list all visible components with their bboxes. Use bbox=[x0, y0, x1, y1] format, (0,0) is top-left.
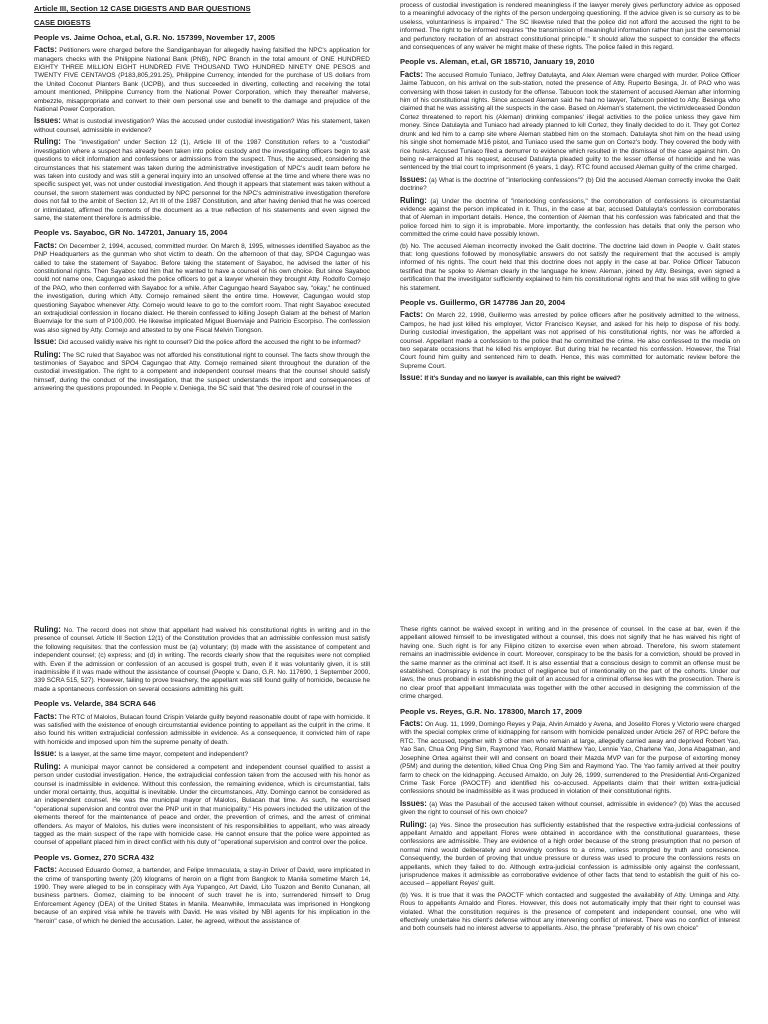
ruling-text: The SC ruled that Sayaboc was not afforded his constitutional right to counsel. The facts show through the testimonies of Sayaboc and SPO4 Cagungao that Atty. Cornejo remained silent throughout the duration of the custodial investigation. The right to a competent and independent counsel means that the counsel should satisfy himself, during the conduct of the investigation, that the suspect understands the import and consequences of answering the questions propounded. In People v. Deniega, the SC said that "the desired role of counsel in the bbox=[34, 351, 370, 393]
case-issue-sayaboc bbox=[34, 338, 370, 347]
issues-label: Issues: bbox=[34, 116, 61, 126]
issue-label: Issue: bbox=[34, 337, 57, 347]
ruling-label: Ruling: bbox=[400, 819, 427, 829]
case-issue-guillermo bbox=[400, 374, 740, 383]
case-ruling-guillermo bbox=[34, 626, 370, 694]
section-subtitle: CASE DIGESTS bbox=[34, 18, 91, 28]
issues-label: Issues: bbox=[400, 174, 427, 184]
facts-text: Petitioners were charged before the Sandiganbayan for allegedly having falsified the NPC's application for managers checks with the Philippine National Bank (PNB), NPC Branch in the total amount of ONE HUNDRED EIGHTY THREE MILLION EIGHT HUNDRED FIVE THOUSAND TWO HUNDRED NINETY ONE PESOS and TWENTY FIVE CENTAVOS (P183,805,291.25), Philippine Currency, intended for the purchase of US dollars from the United Coconut Planters Bank (UCPB), and thus succeeded in diverting, collecting and receiving the total amount mentioned, Philippine Currency from the National Power Corporation, which they thereafter malverse, embezzle, misappropriate and convert to their own personal use and benefit to the damage and prejudice of the National Power Corporation. bbox=[34, 47, 370, 114]
issue-text: Is a lawyer, at the same time mayor, competent and independent? bbox=[58, 751, 249, 759]
continued-text-gomez: These rights cannot be waived except in writing and in the presence of counsel. In the case at bar, even if the appellant allowed himself to be investigated without a counsel, this does not signify that he has waived his right of having one. Such right is for any Filipino citizen to exercise even when abroad. Therefore, his sworn statement remains an inadmissible evidence in court. Moreover, conspiracy to be the basis for a conviction, should be proved in the same manner as the criminal act itself. It is also essential that a conscious design to commit an offense must be established. Conspiracy is not the product of negligence but of intentionality on the part of the cohorts. Under our laws, the onus probandi in establishing the guilt of an accused for a criminal offense lies with the prosecution. There is no clear proof that appellant Immaculata was together with the other accused in designing the commission of the crime charged. bbox=[400, 626, 740, 701]
facts-text: Accused Eduardo Gomez, a bartender, and Felipe Immaculata, a stay-in Driver of David, were implicated in the crime of transporting twenty (20) kilograms of heroin on a flight from Bangkok to Manila sometime March 14, 1990. They were alleged to be in conspiracy with Aya Yupangco, Art David, Lito Tuazon and Benito Cunanan, all business partners. Gomez, claiming to be innocent of such travel he is into, surrendered himself to Drug Enforcement Agency (DEA) of the United States in Manila. Meanwhile, Immaculata was imprisoned in Hongkong because of an expired visa while he travels with David. He was visited by NBI agents for his implication in the "heroin" case, of which he denied the accusation. Later, he agreed, without the assistance of bbox=[34, 867, 370, 925]
case-issues-ochoa bbox=[34, 117, 370, 135]
case-heading-sayaboc: People vs. Sayaboc, GR No. 147201, January 15, 2004 bbox=[34, 228, 228, 238]
case-ruling-aleman-b: (b) No. The accused Aleman incorrectly invoked the Galit doctrine. The doctrine laid down in People v. Galit states that: long questions followed by monosyllabic answers do not satisfy the requirement that the accused is amply informed of his rights. The court held that this doctrine does not apply in the case at bar. Police Officer Tabucon testified that he spoke to Aleman clearly in the language he knew. Aleman, joined by Atty. Besinga, even signed a certification that the investigator sufficiently explained to him his constitutional rights and that he was still willing to give his statement. bbox=[400, 242, 740, 292]
column-top-left bbox=[34, 2, 370, 562]
facts-label: Facts: bbox=[34, 45, 57, 55]
case-ruling-ochoa bbox=[34, 138, 370, 223]
facts-label: Facts: bbox=[400, 69, 423, 79]
issues-text: (a) What is the doctrine of "interlocking confessions"? (b) Did the accused Aleman correctly invoke the Galit doctrine? bbox=[400, 176, 740, 193]
issue-text: If it's Sunday and no lawyer is available, can this right be waived? bbox=[424, 375, 621, 383]
ruling-label: Ruling: bbox=[400, 195, 427, 205]
ruling-text: A municipal mayor cannot be considered a competent and independent counsel qualified to assist a person under custodial investigation. Hence, the extrajudicial confession taken from the accused with his honor as counsel is inadmissible in evidence. Without this confession, the remaining evidence, which is circumstantial, falls under moral certainty, thus, acquittal is inevitable. Under the circumstances, Atty. Domingo cannot be considered as an independent counsel. He was the municipal mayor of Malolos, Bulacan that time. As such, he exercised "operational supervision and control over the PNP unit in that municipality." His powers included the utilization of the elements thereof for the maintenance of peace and order, the prevention of crimes, and the arrest of criminal offenders. As mayor of Malolos, his duties were inconsistent of his responsibilities to appellant, who was already tagged as the main suspect of the rape with homicide case. He cannot ensure that the police were appointed as counsel of appellant placed him in direct conflict with his duty of "operational supervision and control over the police. bbox=[34, 763, 370, 847]
ruling-text: (a) Under the doctrine of "interlocking confessions," the corroboration of confessions is circumstantial evidence against the person implicated in it. Thus, in the case at bar, accused Datulayta's confession corroborates that of Aleman in important details. Hence, the contention of Aleman that his confession was fabricated and that the police forced him to sign it is improbable. More importantly, the confession has details that only the person who committed the crime could have possibly known. bbox=[400, 197, 740, 239]
ruling-label: Ruling: bbox=[34, 137, 61, 147]
case-issues-aleman bbox=[400, 176, 740, 194]
case-heading-aleman: People vs. Aleman, et.al, GR 185710, January 19, 2010 bbox=[400, 57, 595, 67]
case-facts-guillermo bbox=[400, 311, 740, 371]
issue-label: Issue: bbox=[34, 749, 57, 759]
issues-text: (a) Was the Pasubail of the accused taken without counsel, admissible in evidence? (b) Was the accused given the right to counsel of his own choice? bbox=[400, 800, 740, 817]
case-heading-velarde: People vs. Velarde, 384 SCRA 646 bbox=[34, 699, 156, 709]
case-facts-sayaboc bbox=[34, 242, 370, 335]
column-bottom-right bbox=[400, 626, 740, 1024]
facts-label: Facts: bbox=[34, 865, 57, 875]
facts-text: The accused Romulo Tuniaco, Jeffrey Datulayta, and Alex Aleman were charged with murder. Police Officer Jaime Tabucon, on his arrival on the sub-station, noted the presence of Atty. Ruperto Besinga, Jr. of PAO who was conversing with those taken in custody for the offense. Tabucon took the statement of accused Aleman after informing him of his constitutional rights. Since accused Aleman said he had no lawyer, Tabucon pointed to Atty. Besinga who claimed that he was assisting all the suspects in the case. Based on Aleman's statement, the victim/deceased Dondon Cortez threatened to report his (Aleman) drinking companies' illegal activities to the police unless they gave him money. Since Datulayta and Tuniaco had already planned to kill Cortez, they finally decided to do it. They got Cortez drunk and led him to a camp site where Aleman stabbed him on the stomach. Datulayta shot him on the head using his single shot homemade M16 pistol, and Tuniaco used the same gun on Cortez's body. They covered the body with rice husks. Accused Tuniaco filed a demurrer to evidence which resulted in the dismissal of the case against him. On being re-arraigned at his request, accused Datulayta pleaded guilty to the lesser offense of homicide and he was sentenced by the trial court to imprisonment (6 years, 1 day). RTC found accused Aleman guilty of the crime charged. bbox=[400, 71, 740, 172]
case-heading-ochoa: People vs. Jaime Ochoa, et.al, G.R. No. 157399, November 17, 2005 bbox=[34, 32, 276, 42]
case-heading-guillermo: People vs. Guillermo, GR 147786 Jan 20, 2004 bbox=[400, 298, 566, 307]
case-heading-reyes: People vs. Reyes, G.R. No. 178300, March 17, 2009 bbox=[400, 706, 582, 716]
facts-label: Facts: bbox=[34, 711, 57, 721]
ruling-text: The "investigation" under Section 12 (1), Article III of the 1987 Constitution refers to a "custodial" investigation where a suspect has already been taken into police custody and the investigating officers begin to ask questions to elicit information and confessions or admissions from the suspect. Thus, the accused, considering the circumstances that his statement was taken during the administrative investigation of NPC's audit team before he was taken into custody and was still a general inquiry into an unsolved offense at the time and where there was no specific suspect yet, was not under custodial investigation. And though it appears that statement was taken without a counsel, the sworn statement was conducted by NPC personnel for the NPC's administrative investigation therefore does not fall to the ambit of Section 12, Art III of the 1987 Constitution, and after having denied that he was coerced or intimidated, affirmed the contents of the document as a true reflection of his statements and even signed the same, the statement therefore is admissible. bbox=[34, 139, 370, 222]
ruling-label: Ruling: bbox=[34, 626, 61, 634]
ruling-text: No. The record does not show that appellant had waived his constitutional rights in writing and in the presence of counsel. Article III Section 12(1) of the Constitution provides that an admissible confession must satisfy the following requisites: that the confession must be (a) voluntary; (b) made with the assistance of competent and independent counsel; (c) express; and (d) in writing. The records clearly show that the requisites were not complied with. Even if the admission or confession of an accused is gospel truth, even if it was voluntarily given, it is still inadmissible if it was made without the assistance of counsel (People v. Dano, G.R. No. 117690, 1 September 2000, 339 SCRA 515, 527). However, failing to prove treachery, the appellant was still found guilty of homicide, because he made a spontaneous confession on several occasions admitting his guilt. bbox=[34, 627, 370, 693]
case-ruling-velarde bbox=[34, 763, 370, 848]
facts-text: On Aug. 11, 1999, Domingo Reyes y Paja, Alvin Arnaldo y Avena, and Joselito Flores y Victorio were charged with the special complex crime of kidnapping for ransom with homicide penalized under Article 267 of RPC before the RTC. The accused, together with 3 other men who remain at large, allegedly carried away and deprived Robert Yao, Yao San, Chua Ong Ping Sim, Raymond Yao, Ronald Matthew Yao, Lennie Yao, Charlene Yao, Jona Abagatnan, and Josephine Ortea against their will and consent on board their Mazda MVP van for the purpose of extorting money (P5M) and during the detention, killed Chua Ong Ping Sim and Raymond Yao. The Yao family arrived at their poultry farm to check on the kidnapping. Accused Arnaldo, on July 26, 1999, surrendered to the Presidential Anti-Organized Crime Task Force (PAOCTF) and identified his co-accused. Appellants claim that their written extra-judicial confessions should be inadmissible as it was produced in violation of their constitutional rights. bbox=[400, 721, 740, 796]
case-facts-velarde bbox=[34, 713, 370, 748]
case-ruling-sayaboc bbox=[34, 351, 370, 394]
case-facts-aleman bbox=[400, 71, 740, 173]
issues-label: Issues: bbox=[400, 798, 427, 808]
case-ruling-aleman-a bbox=[400, 197, 740, 240]
issue-text: Did accused validly waive his right to counsel? Did the police afford the accused the right to be informed? bbox=[58, 339, 361, 347]
ruling-label: Ruling: bbox=[34, 761, 61, 771]
facts-label: Facts: bbox=[400, 310, 423, 320]
ruling-text: (a) Yes. Since the prosecution has sufficiently established that the respective extra-judicial confessions of appellant Arnaldo and appellant Flores were obtained in accordance with the constitutional guarantees, these confessions are admissible. They are evidence of a high order because of the strong presumption that no person of normal mind would deliberately and knowingly confess to a crime, unless prompted by truth and conscience. Consequently, the burden of proving that undue pressure or duress was used to procure the confessions rests on appellants, which they failed to do. Although extra-judicial confession is admissible only against the confessant, jurisprudence makes it admissible as corroborative evidence of other facts that tend to establish the guilt of his co-accused – appellant Reyes' guilt. bbox=[400, 821, 740, 888]
facts-label: Facts: bbox=[34, 240, 57, 250]
issues-text: What is custodial investigation? Was the accused under custodial investigation? Was his statement, taken without counsel, admissible in evidence? bbox=[34, 118, 370, 134]
facts-text: On December 2, 1994, accused, committed murder. On March 8, 1995, witnesses identified Sayaboc as the PNP Headquarters as the gunman who shot victim to death. On the afternoon of that day, SPO4 Cagungao was called to take the statement of Sayaboc. Before taking the statement of Sayaboc, he advised the latter of his constitutional rights. Then Sayaboc told him that he wanted to have a counsel of his own choice. But since Sayaboc could not name one, Cagungao asked the police officers to get a lawyer wherein they brought Atty. Rodolfo Cornejo of the PAO, who then conferred with Sayaboc for a while. After Cagungao heard Sayaboc say, "okay," he continued the investigation, during which Atty. Cornejo remained silent the entire time. However, Cagungao would stop questioning Sayaboc whenever Atty. Cornejo would leave to go to the comfort room. That night Sayaboc executed an extrajudicial confession in Ilocano dialect. He therein confessed to killing Joseph Galam at the behest of Marlon Buenviaje for the sum of P100,000. He likewise implicated Miguel Buenviaje and Patricio Escorpiso. The confession was also signed by Atty. Cornejo and attested to by one Fiscal Melvin Tiongson. bbox=[34, 242, 370, 334]
column-top-right bbox=[400, 2, 740, 562]
ruling-label: Ruling: bbox=[34, 349, 61, 359]
case-facts-gomez bbox=[34, 866, 370, 926]
case-facts-reyes bbox=[400, 720, 740, 797]
facts-label: Facts: bbox=[400, 719, 423, 729]
document-title: Article III, Section 12 CASE DIGESTS AND BAR QUESTIONS bbox=[34, 4, 251, 13]
case-facts-ochoa bbox=[34, 46, 370, 114]
case-ruling-reyes-a bbox=[400, 821, 740, 889]
facts-text: The RTC of Malolos, Bulacan found Crispin Velarde guilty beyond reasonable doubt of rape with homicide. It was satisfied with the existence of enough circumstantial evidence pointing to appellant as the culprit in the crime. It also found his written extrajudicial confession admissible in evidence. As a consequence, it convicted him of rape with homicide and imposed upon him the supreme penalty of death. bbox=[34, 713, 370, 746]
continued-text-sayaboc: process of custodial investigation is rendered meaningless if the lawyer merely gives perfunctory advice as opposed to a meaningful advocacy of the rights of the person undergoing questioning. If the advice given is so cursory as to be useless, voluntariness is impaired." The SC likewise ruled that the police did not afford the accused the right to be informed. The right to be informed requires "the transmission of meaningful information rather than just the ceremonial and perfunctory recitation of an abstract constitutional principle." It should allow the suspect to consider the effects and consequences of any waiver he might make of these rights. The police failed in this regard. bbox=[400, 2, 740, 52]
case-ruling-reyes-b: (b) Yes. It is true that it was the PAOCTF which contacted and suggested the availability of Atty. Uminga and Atty. Rous to appellants Arnaldo and Flores. However, this does not automatically imply that their right to counsel was violated. What the constitution requires is the presence of competent and independent counsel, one who will effectively undertake his client's defense without any intervening conflict of interest. There was no conflict of interest and both counsels had no interest adverse to appellants. Also, the phrase "preferably of his own choice" bbox=[400, 891, 740, 933]
column-bottom-left bbox=[34, 626, 370, 1024]
case-issue-velarde bbox=[34, 750, 370, 759]
case-issues-reyes bbox=[400, 800, 740, 818]
issue-label: Issue: bbox=[400, 373, 423, 383]
case-heading-gomez: People vs. Gomez, 270 SCRA 432 bbox=[34, 852, 155, 862]
facts-text: On March 22, 1998, Guillermo was arrested by police officers after he positively admitted to the witness, Campos, he had just killed his employer, Victor Francisco Keyser, and asked for his help to dispose of his body. During custodial investigation, the appellant was not apprised of his constitutional rights, nor was he afforded a counsel. Appellant made a confession to the police that he committed the crime. He also confessed to the media on two separate occasions that he killed his employer. But during trial he recanted his confession. However, the Trial Court found him guilty and sentenced him to death. Hence, this was committed for automatic review before the Supreme Court. bbox=[400, 312, 740, 370]
